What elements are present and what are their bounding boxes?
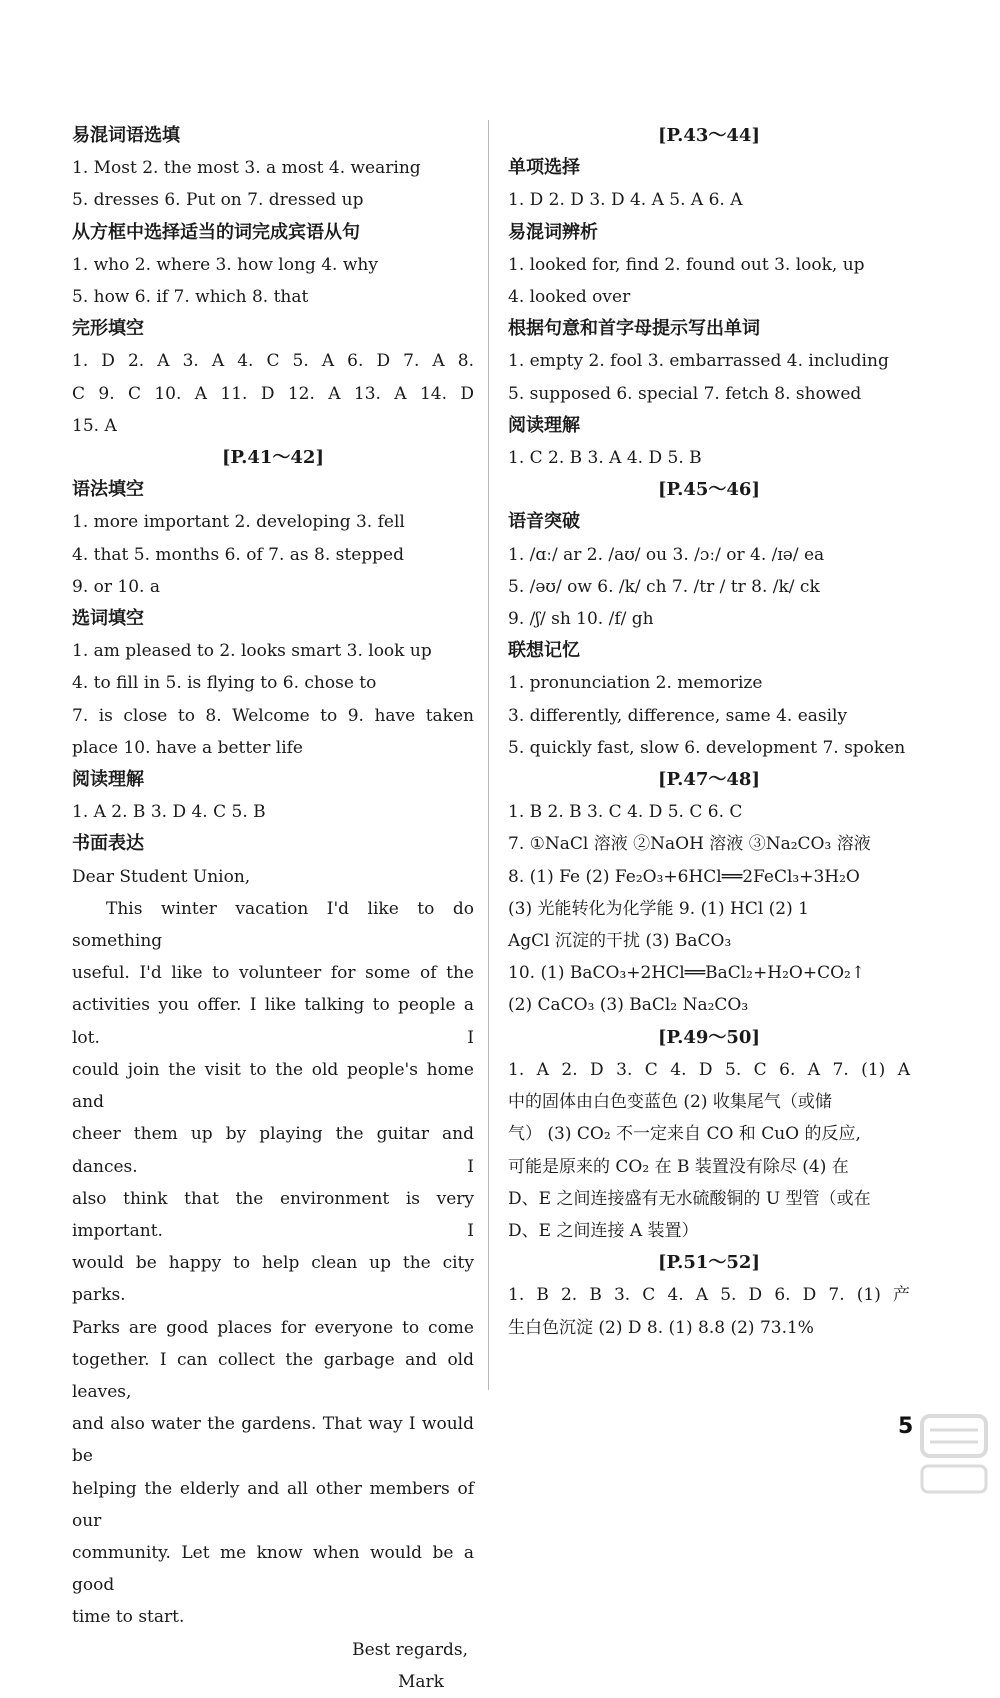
left-answer-line: could join the visit to the old people's home and	[72, 1059, 474, 1113]
right-answer-line: 1. C 2. B 3. A 4. D 5. B	[508, 448, 702, 469]
right-page-range-label: [P.47～48]	[658, 769, 760, 791]
right-answer-line: 1. pronunciation 2. memorize	[508, 673, 763, 694]
right-answer-line: 可能是原来的 CO₂ 在 B 装置没有除尽 (4) 在	[508, 1156, 849, 1177]
right-answer-line: 8. (1) Fe (2) Fe₂O₃+6HCl══2FeCl₃+3H₂O	[508, 866, 860, 887]
right-answer-line: 气） (3) CO₂ 不一定来自 CO 和 CuO 的反应,	[508, 1124, 861, 1145]
right-answer-line: 1. B 2. B 3. C 4. D 5. C 6. C	[508, 802, 743, 823]
right-answer-line: 生白色沉淀 (2) D 8. (1) 8.8 (2) 73.1%	[508, 1317, 814, 1338]
left-section-heading: 语法填空	[72, 479, 144, 501]
left-answer-line: place 10. have a better life	[72, 737, 303, 758]
right-section-heading: 单项选择	[508, 157, 580, 179]
left-answer-line: 1. A 2. B 3. D 4. C 5. B	[72, 802, 266, 823]
page-number: 5	[898, 1414, 914, 1439]
right-answer-line: D、E 之间连接盛有无水硫酸铜的 U 型管（或在	[508, 1188, 871, 1209]
left-answer-line: 1. more important 2. developing 3. fell	[72, 512, 405, 533]
left-answer-line: helping the elderly and all other members of our	[72, 1478, 474, 1531]
left-section-heading: 完形填空	[72, 318, 144, 340]
left-answer-column	[72, 120, 474, 1698]
right-answer-line: 10. (1) BaCO₃+2HCl══BaCl₂+H₂O+CO₂↑	[508, 963, 866, 984]
right-page-range-label: [P.49～50]	[658, 1026, 760, 1048]
right-answer-line: 4. looked over	[508, 287, 631, 308]
left-answer-line: 15. A	[72, 415, 117, 436]
right-answer-column	[508, 120, 910, 1344]
left-section-heading: 书面表达	[72, 833, 144, 855]
right-answer-line: 5. /əʊ/ ow 6. /k/ ch 7. /tr / tr 8. /k/ ck	[508, 576, 820, 597]
letter-closing: Best regards,	[352, 1639, 468, 1660]
left-section-heading: 选词填空	[72, 608, 144, 630]
left-answer-line: would be happy to help clean up the city parks.	[72, 1253, 474, 1306]
right-answer-line: 5. supposed 6. special 7. fetch 8. showed	[508, 383, 862, 404]
right-section-heading: 阅读理解	[508, 414, 580, 436]
letter-signature: Mark	[398, 1671, 444, 1692]
left-answer-line: 1. who 2. where 3. how long 4. why	[72, 254, 378, 275]
right-answer-line: (3) 光能转化为化学能 9. (1) HCl (2) 1	[508, 898, 809, 919]
right-answer-line: (2) CaCO₃ (3) BaCl₂ Na₂CO₃	[508, 995, 749, 1016]
left-answer-line: 7. is close to 8. Welcome to 9. have taken	[72, 705, 474, 726]
right-page-range-label: [P.51～52]	[658, 1252, 760, 1274]
left-section-heading: 易混词语选填	[72, 125, 180, 146]
right-answer-line: 1. looked for, find 2. found out 3. look, up	[508, 254, 865, 275]
left-answer-line: 1. am pleased to 2. looks smart 3. look up	[72, 641, 432, 662]
right-answer-line: 1. empty 2. fool 3. embarrassed 4. including	[508, 351, 889, 372]
left-section-heading: 阅读理解	[72, 769, 144, 791]
left-answer-line: and also water the gardens. That way I would be	[72, 1414, 474, 1467]
left-answer-line: 1. D 2. A 3. A 4. C 5. A 6. D 7. A 8.	[72, 351, 474, 372]
left-answer-line: community. Let me know when would be a good	[72, 1542, 474, 1596]
right-answer-line: 9. /ʃ/ sh 10. /f/ gh	[508, 609, 654, 630]
left-answer-line: 9. or 10. a	[72, 576, 160, 597]
left-answer-line: also think that the environment is very important. I	[72, 1188, 474, 1241]
left-answer-line: Dear Student Union,	[72, 866, 251, 887]
right-answer-line: 7. ①NaCl 溶液 ②NaOH 溶液 ③Na₂CO₃ 溶液	[508, 834, 871, 855]
left-answer-line: 5. how 6. if 7. which 8. that	[72, 287, 309, 308]
left-section-heading: 从方框中选择适当的词完成宾语从句	[72, 221, 360, 243]
left-page-range-label: [P.41～42]	[222, 447, 324, 469]
left-answer-line: 1. Most 2. the most 3. a most 4. wearing	[72, 158, 421, 179]
right-answer-line: 1. D 2. D 3. D 4. A 5. A 6. A	[508, 190, 743, 211]
left-answer-line: activities you offer. I like talking to people a lot. I	[72, 995, 474, 1048]
column-divider	[488, 120, 489, 1390]
right-section-heading: 根据句意和首字母提示写出单词	[508, 318, 760, 340]
left-answer-line: 5. dresses 6. Put on 7. dressed up	[72, 190, 364, 211]
watermark-logo-icon	[916, 1408, 992, 1500]
left-answer-line: Parks are good places for everyone to come	[72, 1317, 474, 1338]
right-answer-line: 3. differently, difference, same 4. easily	[508, 705, 848, 726]
left-answer-line: C 9. C 10. A 11. D 12. A 13. A 14. D	[72, 383, 474, 404]
left-answer-line: time to start.	[72, 1607, 185, 1628]
right-answer-line: AgCl 沉淀的干扰 (3) BaCO₃	[508, 931, 732, 952]
right-answer-line: 1. A 2. D 3. C 4. D 5. C 6. A 7. (1) A	[508, 1059, 910, 1080]
right-answer-line: 1. /ɑː/ ar 2. /aʊ/ ou 3. /ɔː/ or 4. /ɪə/ ea	[508, 544, 825, 565]
right-section-heading: 易混词辨析	[508, 221, 598, 243]
right-answer-line: 1. B 2. B 3. C 4. A 5. D 6. D 7. (1) 产	[508, 1285, 910, 1306]
right-page-range-label: [P.43～44]	[658, 125, 760, 146]
left-answer-line: cheer them up by playing the guitar and dances. I	[72, 1124, 474, 1177]
left-essay-line: This winter vacation I'd like to do something	[72, 898, 474, 952]
left-answer-line: together. I can collect the garbage and old leaves,	[72, 1349, 474, 1402]
left-answer-line: useful. I'd like to volunteer for some of the	[72, 963, 474, 984]
right-answer-line: 中的固体由白色变蓝色 (2) 收集尾气（或储	[508, 1092, 832, 1113]
right-section-heading: 语音突破	[508, 511, 580, 533]
left-answer-line: 4. to fill in 5. is flying to 6. chose to	[72, 673, 377, 694]
right-page-range-label: [P.45～46]	[658, 479, 760, 501]
right-answer-line: D、E 之间连接 A 装置）	[508, 1220, 699, 1241]
right-answer-line: 5. quickly fast, slow 6. development 7. spoken	[508, 737, 906, 758]
right-section-heading: 联想记忆	[508, 640, 580, 662]
left-answer-line: 4. that 5. months 6. of 7. as 8. stepped	[72, 544, 404, 565]
